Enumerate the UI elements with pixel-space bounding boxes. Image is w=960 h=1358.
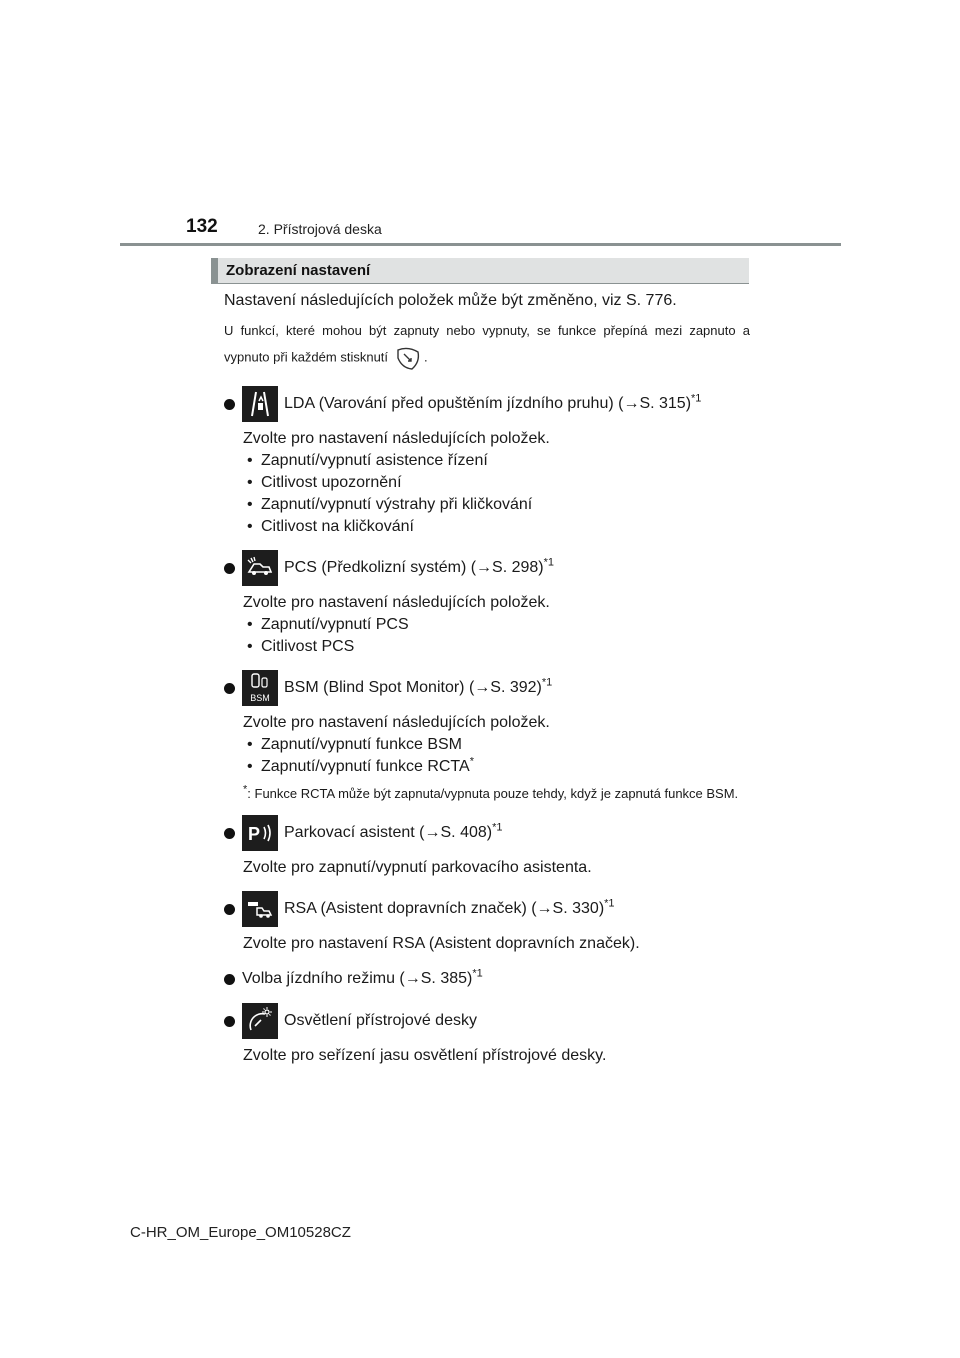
item-desc: Zvolte pro nastavení následujících položek. [243,594,550,611]
item-pcs [224,550,750,658]
bsm-icon-text: BSM [250,693,270,703]
list-item: • Zapnutí/vypnutí funkce BSM [243,734,750,756]
item-label: Osvětlení přístrojové desky [284,1012,477,1029]
list-item: • Zapnutí/vypnutí funkce RCTA* [243,756,750,778]
item-label: Volba jízdního režimu (→S. 385)$^{*1}$ [242,967,483,987]
header-rule [120,243,841,246]
parking-assist-icon [242,815,278,851]
svg-text:P: P [247,824,261,844]
item-desc: Zvolte pro nastavení následujících položek. [243,714,550,731]
footnote: *: Funkce RCTA může být zapnuta/vypnuta pouze tehdy, když je zapnutá funkce BSM. [243,783,739,801]
pre-collision-icon [242,550,278,586]
item-rsa [224,891,750,955]
item-instrument-light [224,1003,750,1067]
item-parking-assist [224,815,750,879]
item-label: Parkovací asistent (→S. 408)$^{*1}$ [284,821,503,841]
content [224,290,750,1079]
item-drive-mode [224,967,750,991]
item-label: PCS (Předkolizní systém) (→S. 298)$^{*1}$ [284,556,555,576]
road-sign-assist-icon [242,891,278,927]
bullet-dot [224,683,235,694]
bullet-dot [224,399,235,410]
steering-switch-icon [394,344,422,372]
list-item: • Zapnutí/vypnutí výstrahy při kličkování [243,494,750,516]
note-text [224,318,750,372]
page-number: 132 [186,216,218,237]
intro-text: Nastavení následujících položek může být změněno, viz S. 776. [224,292,677,309]
section-title: Zobrazení nastavení [226,262,371,279]
item-label: RSA (Asistent dopravních značek) (→S. 330)$^{*1}$ [284,897,615,917]
item-bsm [224,670,750,803]
item-desc: Zvolte pro nastavení RSA (Asistent dopravních značek). [243,935,640,952]
bullet-dot [224,1016,235,1027]
bullet-dot [224,563,235,574]
list-item: • Zapnutí/vypnutí asistence řízení [243,450,750,472]
list-item: • Zapnutí/vypnutí PCS [243,614,750,636]
bullet-dot [224,904,235,915]
item-desc: Zvolte pro nastavení následujících položek. [243,430,550,447]
bsm-icon [242,670,278,706]
note-before: U funkcí, které mohou být zapnuty nebo vypnuty, se funkce přepíná mezi zapnuto a vypnuto při každém stisknutí [224,323,750,365]
footer-code: C-HR_OM_Europe_OM10528CZ [130,1224,351,1241]
instrument-light-icon [242,1003,278,1039]
item-desc: Zvolte pro seřízení jasu osvětlení přístrojové desky. [243,1047,607,1064]
item-label: BSM (Blind Spot Monitor) (→S. 392)$^{*1}$ [284,676,553,696]
note-after: . [424,349,428,365]
bullet-dot [224,974,235,985]
list-item: • Citlivost na kličkování [243,516,750,538]
list-item: • Citlivost upozornění [243,472,750,494]
item-label: LDA (Varování před opuštěním jízdního pruhu) (→S. 315)$^{*1}$ [284,392,702,412]
bullet-dot [224,828,235,839]
chapter-title: 2. Přístrojová deska [258,221,382,237]
item-desc: Zvolte pro zapnutí/vypnutí parkovacího asistenta. [243,859,592,876]
lane-departure-icon [242,386,278,422]
item-lda [224,386,750,538]
list-item: • Citlivost PCS [243,636,750,658]
section-bar [211,258,749,284]
